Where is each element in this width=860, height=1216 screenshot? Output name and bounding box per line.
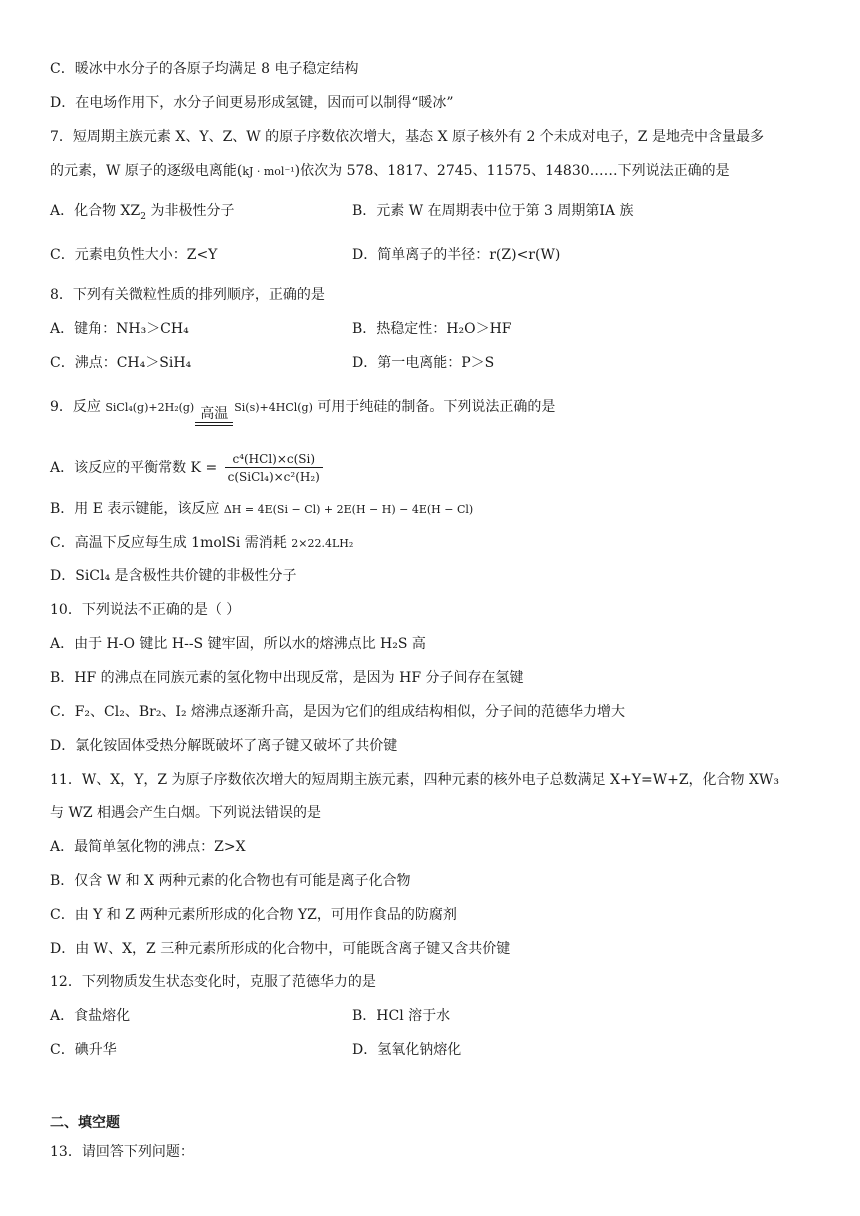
q7-option-a-tail: 为非极性分子 bbox=[146, 203, 235, 219]
q7-option-d-text: D．简单离子的半径： bbox=[352, 247, 490, 263]
q9-option-d-text: 是含极性共价键的非极性分子 bbox=[110, 568, 297, 584]
q11-stem-line1: 11．W、X，Y，Z 为原子序数依次增大的短周期主族元素，四种元素的核外电子总数满足 X+Y=W+Z，化合物 XW₃ bbox=[50, 772, 779, 788]
q9-option-b-math: ΔH = 4E(Si − Cl) + 2E(H − H) − 4E(H − Cl) bbox=[223, 503, 474, 516]
q6-option-c: C．暖冰中水分子的各原子均满足 8 电子稳定结构 bbox=[50, 61, 359, 77]
q7-option-a bbox=[50, 201, 234, 221]
q12-option-b: B．HCl 溶于水 bbox=[352, 1008, 451, 1024]
q9-stem-text: 9．反应 bbox=[50, 399, 106, 415]
q8-option-b: B．热稳定性：H₂O＞HF bbox=[352, 321, 512, 337]
q9-double-bar bbox=[195, 422, 233, 426]
q9-stem-tail: 可用于纯硅的制备。下列说法正确的是 bbox=[312, 399, 556, 415]
q9-reactants: SiCl₄(g)+2H₂(g) bbox=[105, 401, 195, 414]
q7-stem-line1: 7．短周期主族元素 X、Y、Z、W 的原子序数依次增大，基态 X 原子核外有 2 个未成对电子，Z 是地壳中含量最多 bbox=[50, 129, 764, 145]
q9-stem bbox=[50, 389, 555, 426]
q9-option-c bbox=[50, 533, 353, 554]
q6-option-d: D．在电场作用下，水分子间更易形成氢键，因而可以制得“暖冰” bbox=[50, 95, 454, 111]
q9-option-b-text: B．用 E 表示键能，该反应 bbox=[50, 501, 224, 517]
q9-option-a-text: A．该反应的平衡常数 K = bbox=[50, 460, 222, 476]
q11-option-d: D．由 W、X，Z 三种元素所形成的化合物中，可能既含离子键又含共价键 bbox=[50, 941, 511, 957]
q12-stem: 12．下列物质发生状态变化时，克服了范德华力的是 bbox=[50, 974, 376, 990]
q7-option-d-math: r(Z)<r(W) bbox=[489, 247, 561, 263]
q7-option-c: C．元素电负性大小：Z<Y bbox=[50, 247, 218, 263]
q11-option-c: C．由 Y 和 Z 两种元素所形成的化合物 YZ，可用作食品的防腐剂 bbox=[50, 907, 457, 923]
q8-option-d: D．第一电离能：P＞S bbox=[352, 355, 495, 371]
q7-stem-text: 的元素，W 原子的逐级电离能( bbox=[50, 163, 243, 179]
q11-option-a: A．最简单氢化物的沸点：Z>X bbox=[50, 839, 246, 855]
q9-option-b bbox=[50, 499, 473, 520]
q10-option-c: C．F₂、Cl₂、Br₂、I₂ 熔沸点逐渐升高，是因为它们的组成结构相似，分子间的范德华力增大 bbox=[50, 704, 626, 720]
q9-condition: 高温 bbox=[200, 406, 229, 422]
q10-option-d: D．氯化铵固体受热分解既破坏了离子键又破坏了共价键 bbox=[50, 738, 398, 754]
q7-stem-line2 bbox=[50, 161, 730, 182]
q8-option-c: C．沸点：CH₄＞SiH₄ bbox=[50, 355, 192, 371]
q9-fraction-numerator: c⁴(HCl)×c(Si) bbox=[225, 451, 323, 468]
q9-fraction-denominator: c(SiCl₄)×c²(H₂) bbox=[227, 469, 320, 484]
q10-stem: 10．下列说法不正确的是（ ） bbox=[50, 602, 241, 618]
q9-equilibrium-fraction bbox=[225, 451, 323, 486]
q10-option-a: A．由于 H-O 键比 H--S 键牢固，所以水的熔沸点比 H₂S 高 bbox=[50, 636, 426, 652]
q9-products: Si(s)+4HCl(g) bbox=[234, 401, 313, 414]
q12-option-a: A．食盐熔化 bbox=[50, 1008, 131, 1024]
section-title-fill-in: 二、填空题 bbox=[50, 1115, 120, 1131]
q9-option-d-math: SiCl₄ bbox=[75, 568, 111, 584]
q9-option-a bbox=[50, 446, 326, 490]
q12-option-d: D．氢氧化钠熔化 bbox=[352, 1042, 462, 1058]
q8-stem: 8．下列有关微粒性质的排列顺序，正确的是 bbox=[50, 287, 325, 303]
q11-option-b: B．仅含 W 和 X 两种元素的化合物也有可能是离子化合物 bbox=[50, 873, 411, 889]
q10-option-b: B．HF 的沸点在同族元素的氢化物中出现反常，是因为 HF 分子间存在氢键 bbox=[50, 670, 524, 686]
q9-option-c-text: C．高温下反应每生成 1molSi 需消耗 bbox=[50, 535, 292, 551]
q7-option-d bbox=[352, 245, 560, 265]
q12-option-c: C．碘升华 bbox=[50, 1042, 117, 1058]
q9-option-c-math: 2×22.4LH₂ bbox=[291, 537, 354, 550]
q7-unit: kJ · mol⁻¹ bbox=[242, 165, 295, 178]
q8-option-a: A．键角：NH₃＞CH₄ bbox=[50, 321, 189, 337]
q9-option-d: D．SiCl₄ 是含极性共价键的非极性分子 bbox=[50, 568, 297, 584]
q11-stem-line2: 与 WZ 相遇会产生白烟。下列说法错误的是 bbox=[50, 805, 322, 821]
q13-stem: 13．请回答下列问题： bbox=[50, 1144, 194, 1160]
q7-option-a-sub: 2 bbox=[140, 211, 146, 222]
q7-stem-tail: )依次为 578、1817、2745、11575、14830……下列说法正确的是 bbox=[294, 163, 730, 179]
q7-option-b: B．元素 W 在周期表中位于第 3 周期第ⅠA 族 bbox=[352, 203, 634, 219]
q9-reaction-arrow bbox=[195, 406, 233, 426]
q7-option-a-text: A．化合物 XZ bbox=[50, 203, 141, 219]
